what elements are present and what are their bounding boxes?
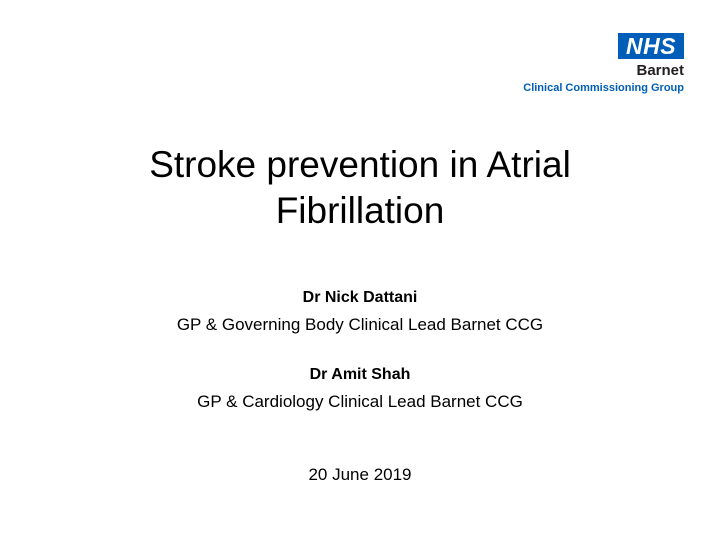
nhs-barnet-logo (514, 33, 684, 97)
presenter-name: Dr Amit Shah (309, 366, 411, 383)
presenter-role: GP & Cardiology Clinical Lead Barnet CCG (197, 392, 523, 411)
title-line-1: Stroke prevention in Atrial (149, 144, 571, 185)
logo-subtitle: Clinical Commissioning Group (523, 82, 684, 94)
slide-title (60, 142, 660, 234)
presentation-date: 20 June 2019 (308, 465, 412, 484)
logo-organisation: Barnet (636, 62, 684, 79)
presenter-name: Dr Nick Dattani (302, 289, 418, 306)
presenter-role: GP & Governing Body Clinical Lead Barnet CCG (176, 315, 544, 334)
presenter-1 (40, 288, 680, 336)
nhs-badge: NHS (618, 33, 684, 59)
presenter-2 (40, 365, 680, 413)
title-line-2: Fibrillation (275, 190, 445, 231)
